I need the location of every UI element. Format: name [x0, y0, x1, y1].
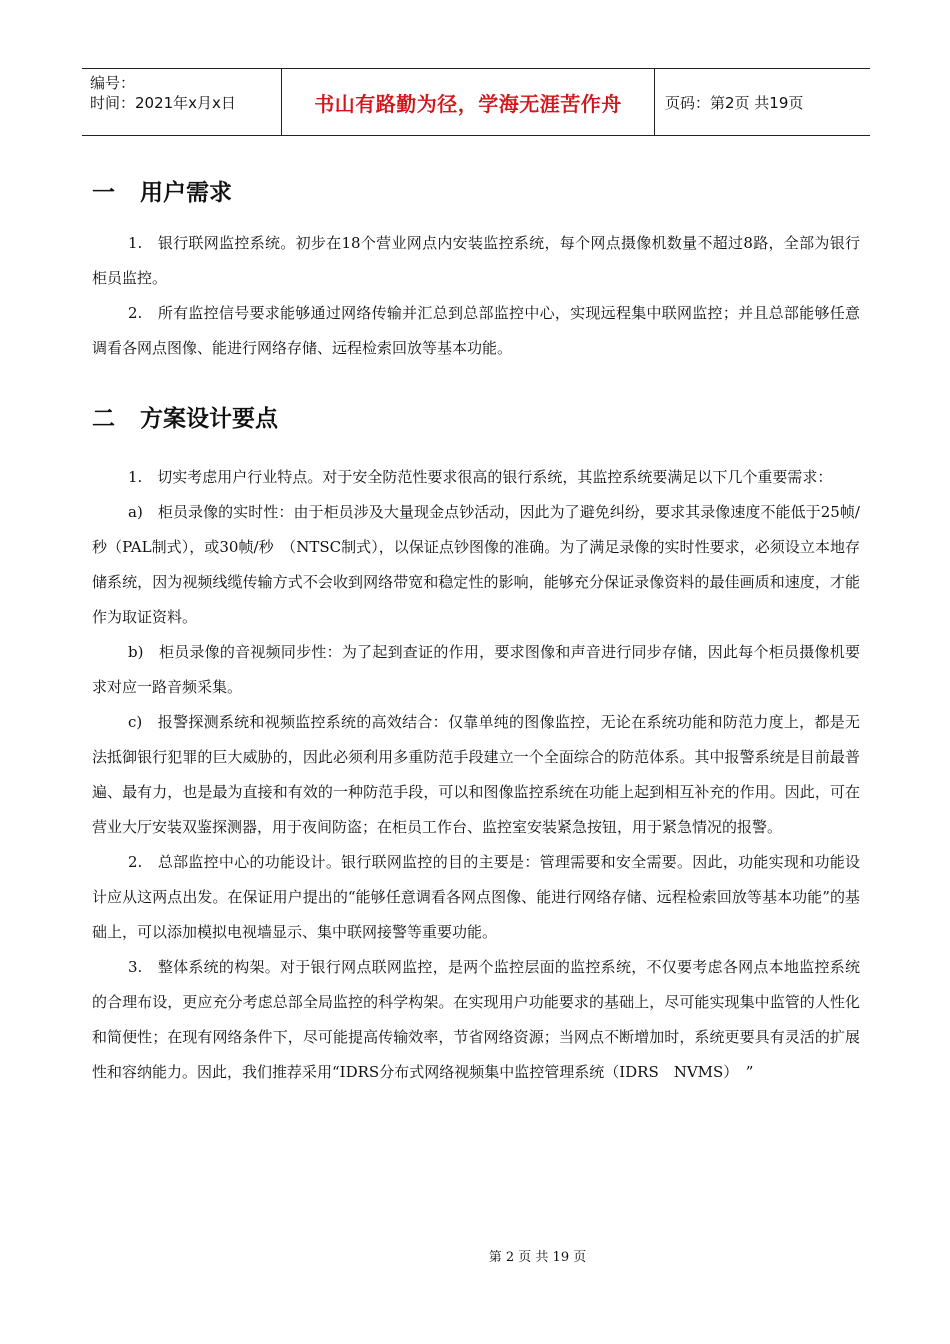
header-table — [82, 68, 870, 136]
paragraph: 3. 整体系统的构架。对于银行网点联网监控，是两个监控层面的监控系统，不仅要考虑各网点本地监控系统的合理布设，更应充分考虑总部全局监控的科学构架。在实现用户功能要求的基础上，尽可能实现集中监管的人性化和简便性；在现有网络条件下，尽可能提高传输效率，节省网络资源；当网点不断增加时，系统更要具有灵活的扩展性和容纳能力。因此，我们推荐采用“IDRS分布式网络视频集中监控管理系统（IDRS NVMS） ” — [92, 958, 860, 1081]
header-meta-cell — [82, 69, 282, 135]
section-number: 二 — [92, 406, 115, 432]
paragraph: c) 报警探测系统和视频监控系统的高效结合：仅靠单纯的图像监控，无论在系统功能和防范力度上，都是无法抵御银行犯罪的巨大威胁的，因此必须利用多重防范手段建立一个全面综合的防范体系。其中报警系统是目前最普遍、最有力，也是最为直接和有效的一种防范手段，可以和图像监控系统在功能上起到相互补充的作用。因此，可在营业大厅安装双鉴探测器，用于夜间防盗；在柜员工作台、监控室安装紧急按钮，用于紧急情况的报警。 — [92, 713, 860, 836]
paragraph: 1. 切实考虑用户行业特点。对于安全防范性要求很高的银行系统，其监控系统要满足以下几个重要需求： — [128, 468, 833, 486]
paragraph: b) 柜员录像的音视频同步性：为了起到查证的作用，要求图像和声音进行同步存储，因此每个柜员摄像机要求对应一路音频采集。 — [92, 643, 860, 696]
paragraph: 1. 银行联网监控系统。初步在18个营业网点内安装监控系统，每个网点摄像机数量不超过8路，全部为银行柜员监控。 — [92, 234, 860, 287]
section-number: 一 — [92, 180, 115, 206]
paragraph: 2. 所有监控信号要求能够通过网络传输并汇总到总部监控中心，实现远程集中联网监控；并且总部能够任意调看各网点图像、能进行网络存储、远程检索回放等基本功能。 — [92, 304, 860, 357]
paragraph: 2. 总部监控中心的功能设计。银行联网监控的目的主要是：管理需要和安全需要。因此，功能实现和功能设计应从这两点出发。在保证用户提出的“能够任意调看各网点图像、能进行网络存储、远程检索回放等基本功能”的基础上，可以添加模拟电视墙显示、集中联网接警等重要功能。 — [92, 853, 860, 941]
section-title: 方案设计要点 — [140, 406, 278, 432]
section-title: 用户需求 — [140, 180, 232, 206]
document-time-label: 时间：2021年x月x日 — [90, 94, 236, 112]
document-number-label: 编号： — [90, 74, 136, 92]
header-page-info: 页码：第2页 共19页 — [665, 93, 804, 112]
header-motto: 书山有路勤为径，学海无涯苦作舟 — [282, 69, 655, 135]
paragraph: a) 柜员录像的实时性：由于柜员涉及大量现金点钞活动，因此为了避免纠纷，要求其录像速度不能低于25帧/秒（PAL制式），或30帧/秒 （NTSC制式），以保证点钞图像的准确。为了满足录像的实时性要求，必须设立本地存储系统，因为视频线缆传输方式不会收到网络带宽和稳定性的影响，能够充分保证录像资料的最佳画质和速度，才能作为取证资料。 — [92, 503, 860, 626]
section-heading-1 — [92, 170, 860, 216]
document-body — [92, 170, 860, 1090]
page-footer: 第 2 页 共 19 页 — [488, 1250, 587, 1265]
section-heading-2 — [92, 396, 860, 442]
